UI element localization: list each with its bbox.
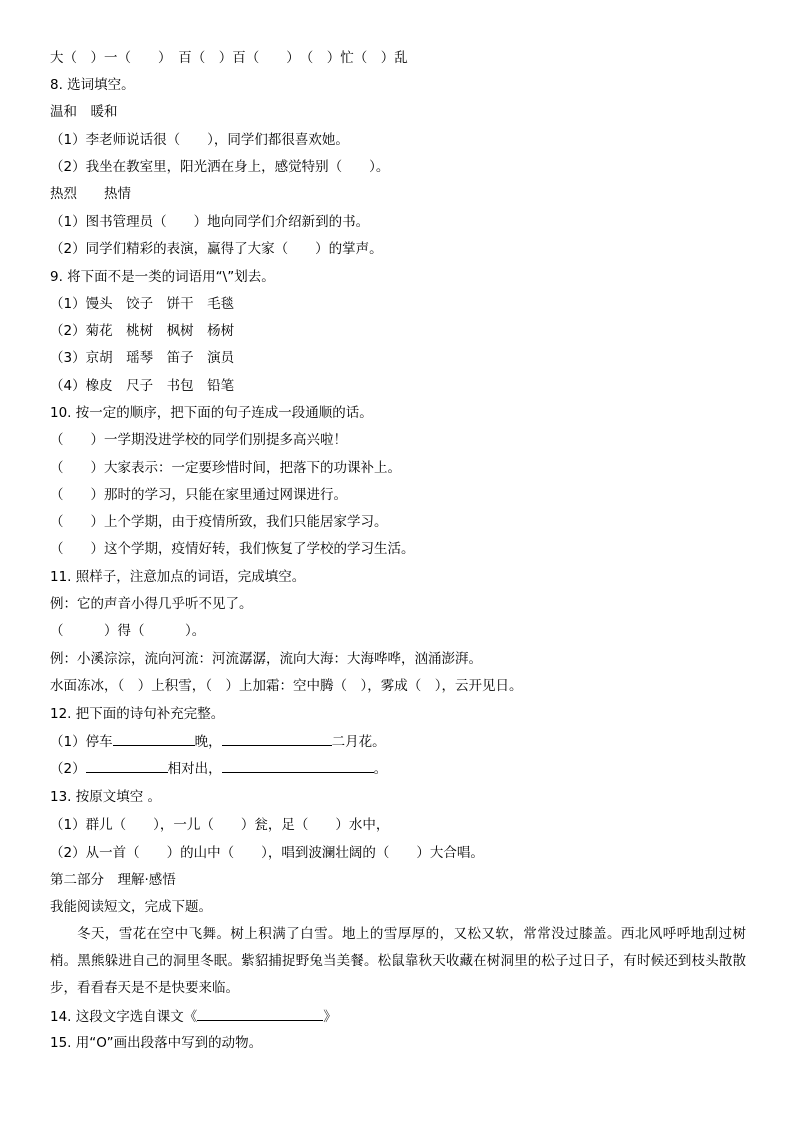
- q9-group-3: （3）京胡 瑶琴 笛子 演员: [50, 350, 235, 366]
- q10-sentence: （ ）这个学期，疫情好转，我们恢复了学校的学习生活。: [50, 541, 415, 557]
- answer-blank[interactable]: [197, 1006, 323, 1021]
- question-14: [50, 1006, 337, 1027]
- poem-text: 二月花。: [331, 734, 386, 750]
- q9-group-4: （4）橡皮 尺子 书包 铅笔: [50, 378, 235, 394]
- q8-item-2: （2）我坐在教室里，阳光洒在身上，感觉特别（ ）。: [50, 159, 390, 175]
- q10-sentence: （ ）上个学期，由于疫情所致，我们只能居家学习。: [50, 514, 388, 530]
- word-choice-pair-2: 热烈 热情: [50, 186, 131, 202]
- q12-poem-line-1: [50, 731, 386, 752]
- q8-item-4: （2）同学们精彩的表演，赢得了大家（ ）的掌声。: [50, 241, 383, 257]
- q9-group-1: （1）馒头 饺子 饼干 毛毯: [50, 296, 235, 312]
- q11-example-1: 例：它的声音小得几乎听不见了。: [50, 596, 253, 612]
- poem-text: 。: [373, 761, 388, 777]
- q13-item-1: （1）群儿（ ），一儿（ ）瓮，足（ ）水中，: [50, 817, 390, 833]
- q11-fill-2: 水面冻冰，（ ）上积雪，（ ）上加霜：空中腾（ ），雾成（ ），云开见日。: [50, 678, 523, 694]
- q12-poem-line-2: [50, 758, 387, 779]
- question-8-title: 8. 选词填空。: [50, 77, 135, 93]
- poem-text: 相对出，: [167, 761, 222, 777]
- question-15: 15. 用“O”画出段落中写到的动物。: [50, 1035, 263, 1051]
- question-9-title: 9. 将下面不是一类的词语用“\”划去。: [50, 269, 275, 285]
- q10-sentence: （ ）大家表示：一定要珍惜时间，把落下的功课补上。: [50, 460, 401, 476]
- reading-instruction: 我能阅读短文，完成下题。: [50, 899, 212, 915]
- q10-sentence: （ ）那时的学习，只能在家里通过网课进行。: [50, 487, 347, 503]
- poem-text: （2）: [50, 761, 86, 777]
- reading-passage: 冬天，雪花在空中飞舞。树上积满了白雪。地上的雪厚厚的，又松又软，常常没过膝盖。西北风呼呼地刮过树梢。黑熊躲进自己的洞里冬眠。紫貂捕捉野兔当美餐。松鼠靠秋天收藏在树洞里的松子过日子，有时候还到枝头散散步，看看春天是不是快要来临。: [50, 926, 746, 996]
- q8-item-1: （1）李老师说话很（ ），同学们都很喜欢她。: [50, 132, 349, 148]
- q11-fill-1: （ ）得（ ）。: [50, 623, 206, 639]
- q14-text: 14. 这段文字选自课文《: [50, 1009, 198, 1025]
- q11-example-2: 例：小溪淙淙，流向河流：河流潺潺，流向大海：大海哗哗，汹涌澎湃。: [50, 651, 482, 667]
- question-11-title: 11. 照样子，注意加点的词语，完成填空。: [50, 569, 306, 585]
- poem-text: （1）停车: [50, 734, 113, 750]
- q9-group-2: （2）菊花 桃树 枫树 杨树: [50, 323, 235, 339]
- question-10-title: 10. 按一定的顺序，把下面的句子连成一段通顺的话。: [50, 405, 373, 421]
- question-13-title: 13. 按原文填空 。: [50, 789, 162, 805]
- idiom-fill-line: 大（ ）一（ ） 百（ ）百（ ） （ ）忙（ ）乱: [50, 50, 408, 66]
- q10-sentence: （ ）一学期没进学校的同学们别提多高兴啦！: [50, 432, 347, 448]
- q13-item-2: （2）从一首（ ）的山中（ ），唱到波澜壮阔的（ ）大合唱。: [50, 845, 484, 861]
- answer-blank[interactable]: [222, 758, 374, 773]
- q8-item-3: （1）图书管理员（ ）地向同学们介绍新到的书。: [50, 214, 370, 230]
- answer-blank[interactable]: [86, 758, 168, 773]
- word-choice-pair-1: 温和 暖和: [50, 104, 118, 120]
- answer-blank[interactable]: [222, 731, 332, 746]
- poem-text: 晚，: [194, 734, 222, 750]
- part-2-heading: 第二部分 理解·感悟: [50, 872, 176, 888]
- question-12-title: 12. 把下面的诗句补充完整。: [50, 706, 225, 722]
- answer-blank[interactable]: [113, 731, 195, 746]
- q14-text: 》: [323, 1009, 337, 1025]
